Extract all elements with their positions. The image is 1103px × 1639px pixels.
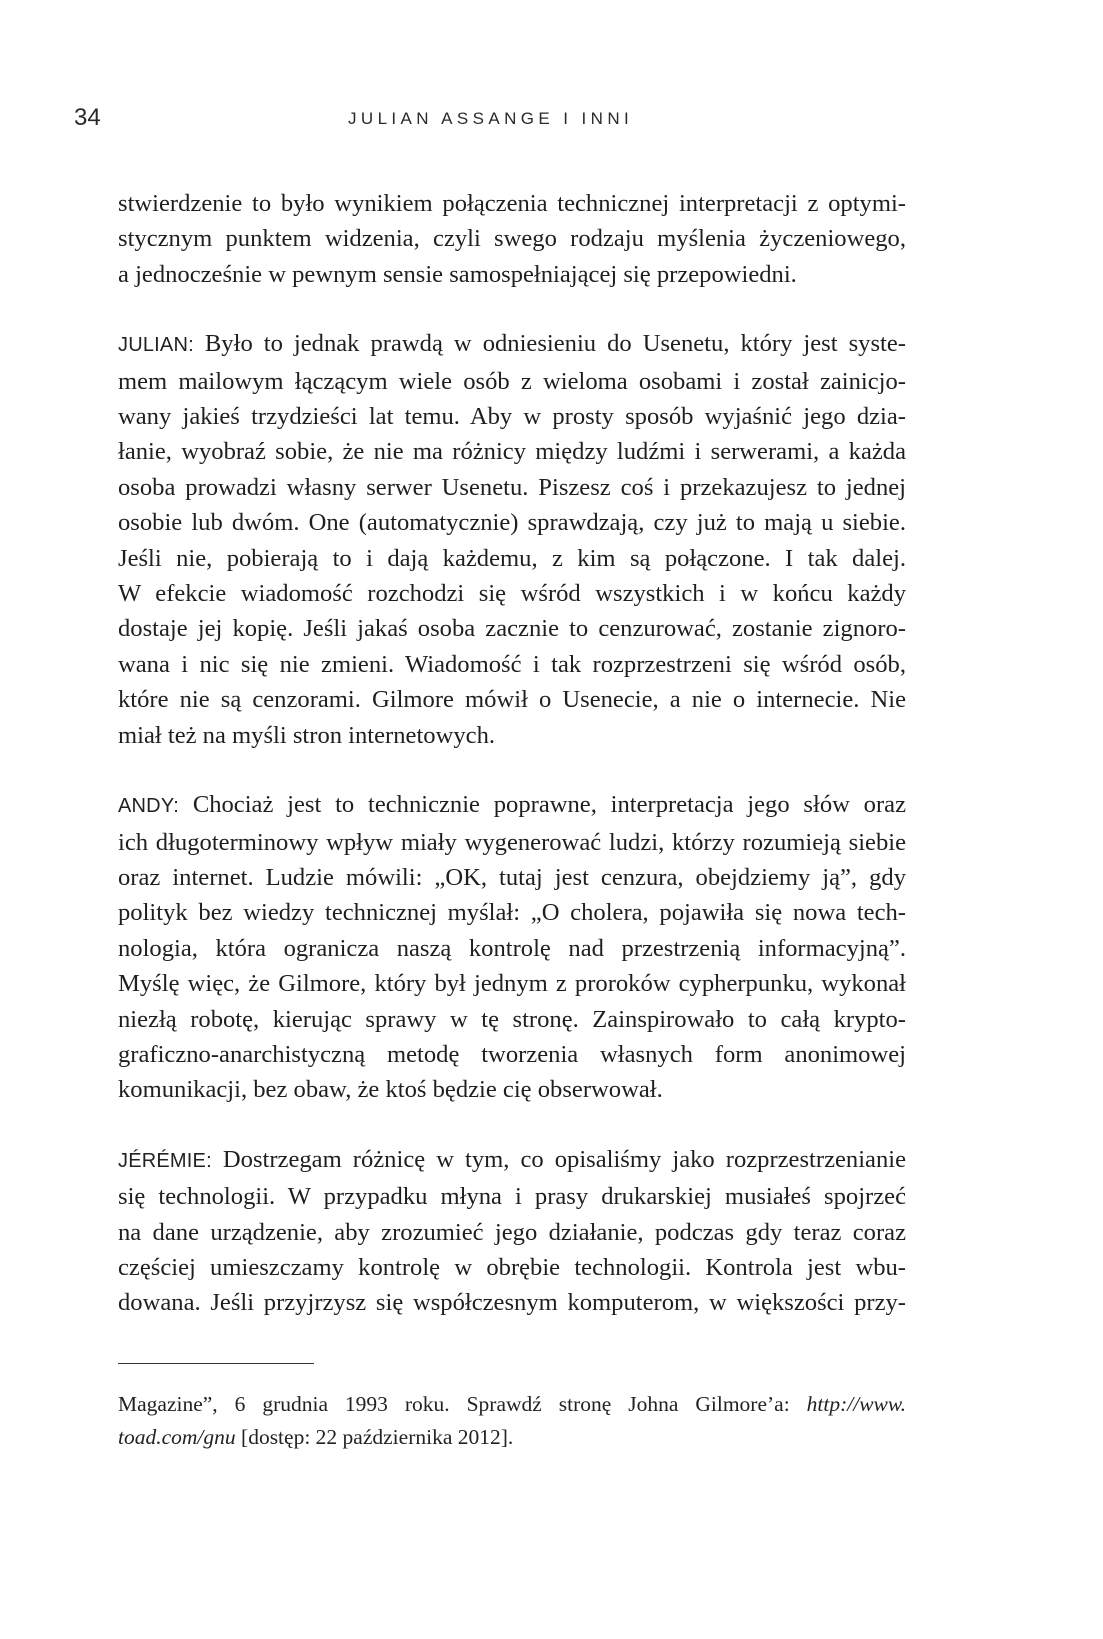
- footnote-line-1: [118, 1388, 906, 1421]
- line-text: wany jakieś trzydzieści lat temu. Aby w prosty sposób wyjaśnić jego dzia-: [118, 403, 906, 431]
- line-text: które nie są cenzorami. Gilmore mówił o Usenecie, a nie o internecie. Nie: [118, 686, 906, 714]
- speaker-label: ANDY:: [118, 795, 180, 818]
- text-line: [118, 966, 906, 1001]
- speaker-label: JÉRÉMIE:: [118, 1149, 212, 1172]
- text-line: [118, 1179, 906, 1214]
- paragraph: [118, 186, 906, 292]
- text-line: [118, 541, 906, 576]
- line-text: oraz internet. Ludzie mówili: „OK, tutaj jest cenzura, obejdziemy ją”, gdy: [118, 863, 906, 891]
- footnote: [118, 1388, 906, 1454]
- text-line: [118, 257, 906, 292]
- speaker-label: JULIAN:: [118, 334, 194, 357]
- running-head: JULIAN ASSANGE I INNI: [348, 109, 634, 128]
- text-line: [118, 1037, 906, 1072]
- text-line: [118, 1285, 906, 1320]
- line-text: ich długoterminowy wpływ miały wygenerować ludzi, którzy rozumieją siebie: [118, 828, 906, 856]
- text-line: [118, 1142, 906, 1179]
- line-text: graficzno-anarchistyczną metodę tworzenia własnych form anonimowej: [118, 1040, 906, 1068]
- text-line: [118, 1002, 906, 1037]
- text-line: [118, 718, 906, 753]
- text-line: [118, 611, 906, 646]
- text-line: [118, 787, 906, 824]
- text-line: [118, 1250, 906, 1285]
- text-line: [118, 221, 906, 256]
- line-text: osobie lub dwóm. One (automatycznie) sprawdzają, czy już to mają u siebie.: [118, 509, 906, 537]
- text-line: [118, 1072, 906, 1107]
- text-line: [118, 434, 906, 469]
- line-text: na dane urządzenie, aby zrozumieć jego działanie, podczas gdy teraz coraz: [118, 1218, 906, 1246]
- text-line: [118, 364, 906, 399]
- text-line: [118, 931, 906, 966]
- footnote-link-part-1[interactable]: http://www.: [806, 1392, 906, 1416]
- line-text: osoba prowadzi własny serwer Usenetu. Piszesz coś i przekazujesz to jednej: [118, 473, 906, 501]
- line-text: miał też na myśli stron internetowych.: [118, 721, 496, 749]
- line-text: mem mailowym łączącym wiele osób z wieloma osobami i został zainicjo-: [118, 367, 906, 395]
- line-text: Chociaż jest to technicznie poprawne, interpretacja jego słów oraz: [192, 791, 906, 819]
- text-line: [118, 470, 906, 505]
- line-text: nologia, która ogranicza naszą kontrolę nad przestrzenią informacyjną”.: [118, 934, 906, 962]
- footnote-text-1: Magazine”, 6 grudnia 1993 roku. Sprawdź stronę Johna Gilmore’a:: [118, 1392, 807, 1416]
- footnote-rule: [118, 1363, 314, 1364]
- body-text: [118, 186, 906, 1355]
- text-line: [118, 505, 906, 540]
- paragraph: [118, 1142, 906, 1321]
- line-text: a jednocześnie w pewnym sensie samospełniającej się przepowiedni.: [118, 260, 797, 288]
- line-text: Myślę więc, że Gilmore, który był jednym z proroków cypherpunku, wykonał: [118, 970, 906, 998]
- line-text: stycznym punktem widzenia, czyli swego rodzaju myślenia życzeniowego,: [118, 225, 906, 253]
- text-line: [118, 399, 906, 434]
- line-text: Dostrzegam różnicę w tym, co opisaliśmy jako rozprzestrzenianie: [222, 1145, 906, 1173]
- line-text: Było to jednak prawdą w odniesieniu do Usenetu, który jest syste-: [204, 330, 906, 358]
- text-line: [118, 186, 906, 221]
- line-text: dostaje jej kopię. Jeśli jakaś osoba zacznie to cenzurować, zostanie zignoro-: [118, 615, 906, 643]
- page-number: 34: [74, 104, 101, 131]
- line-text: stwierdzenie to było wynikiem połączenia technicznej interpretacji z optymi-: [118, 190, 906, 217]
- paragraph: [118, 787, 906, 1108]
- footnote-link-part-2[interactable]: toad.com/gnu: [118, 1425, 236, 1449]
- text-line: [118, 576, 906, 611]
- line-text: komunikacji, bez obaw, że ktoś będzie cię obserwował.: [118, 1076, 663, 1104]
- line-text: polityk bez wiedzy technicznej myślał: „O cholera, pojawiła się nowa tech-: [118, 899, 906, 927]
- line-text: W efekcie wiadomość rozchodzi się wśród wszystkich i w końcu każdy: [118, 580, 906, 608]
- text-line: [118, 895, 906, 930]
- footnote-line-2: [118, 1421, 906, 1454]
- line-text: częściej umieszczamy kontrolę w obrębie technologii. Kontrola jest wbu-: [118, 1253, 906, 1281]
- text-line: [118, 1215, 906, 1250]
- footnote-text-2: [dostęp: 22 października 2012].: [235, 1425, 514, 1449]
- paragraph: [118, 326, 906, 753]
- text-line: [118, 682, 906, 717]
- text-line: [118, 326, 906, 363]
- line-text: łanie, wyobraź sobie, że nie ma różnicy między ludźmi i serwerami, a każda: [118, 438, 906, 466]
- line-text: się technologii. W przypadku młyna i prasy drukarskiej musiałeś spojrzeć: [118, 1183, 906, 1211]
- line-text: Jeśli nie, pobierają to i dają każdemu, z kim są połączone. I tak dalej.: [118, 544, 906, 572]
- text-line: [118, 825, 906, 860]
- line-text: niezłą robotę, kierując sprawy w tę stronę. Zainspirowało to całą krypto-: [118, 1005, 906, 1033]
- text-line: [118, 860, 906, 895]
- line-text: wana i nic się nie zmieni. Wiadomość i tak rozprzestrzeni się wśród osób,: [118, 650, 906, 678]
- line-text: dowana. Jeśli przyjrzysz się współczesnym komputerom, w większości przy-: [118, 1289, 906, 1317]
- text-line: [118, 647, 906, 682]
